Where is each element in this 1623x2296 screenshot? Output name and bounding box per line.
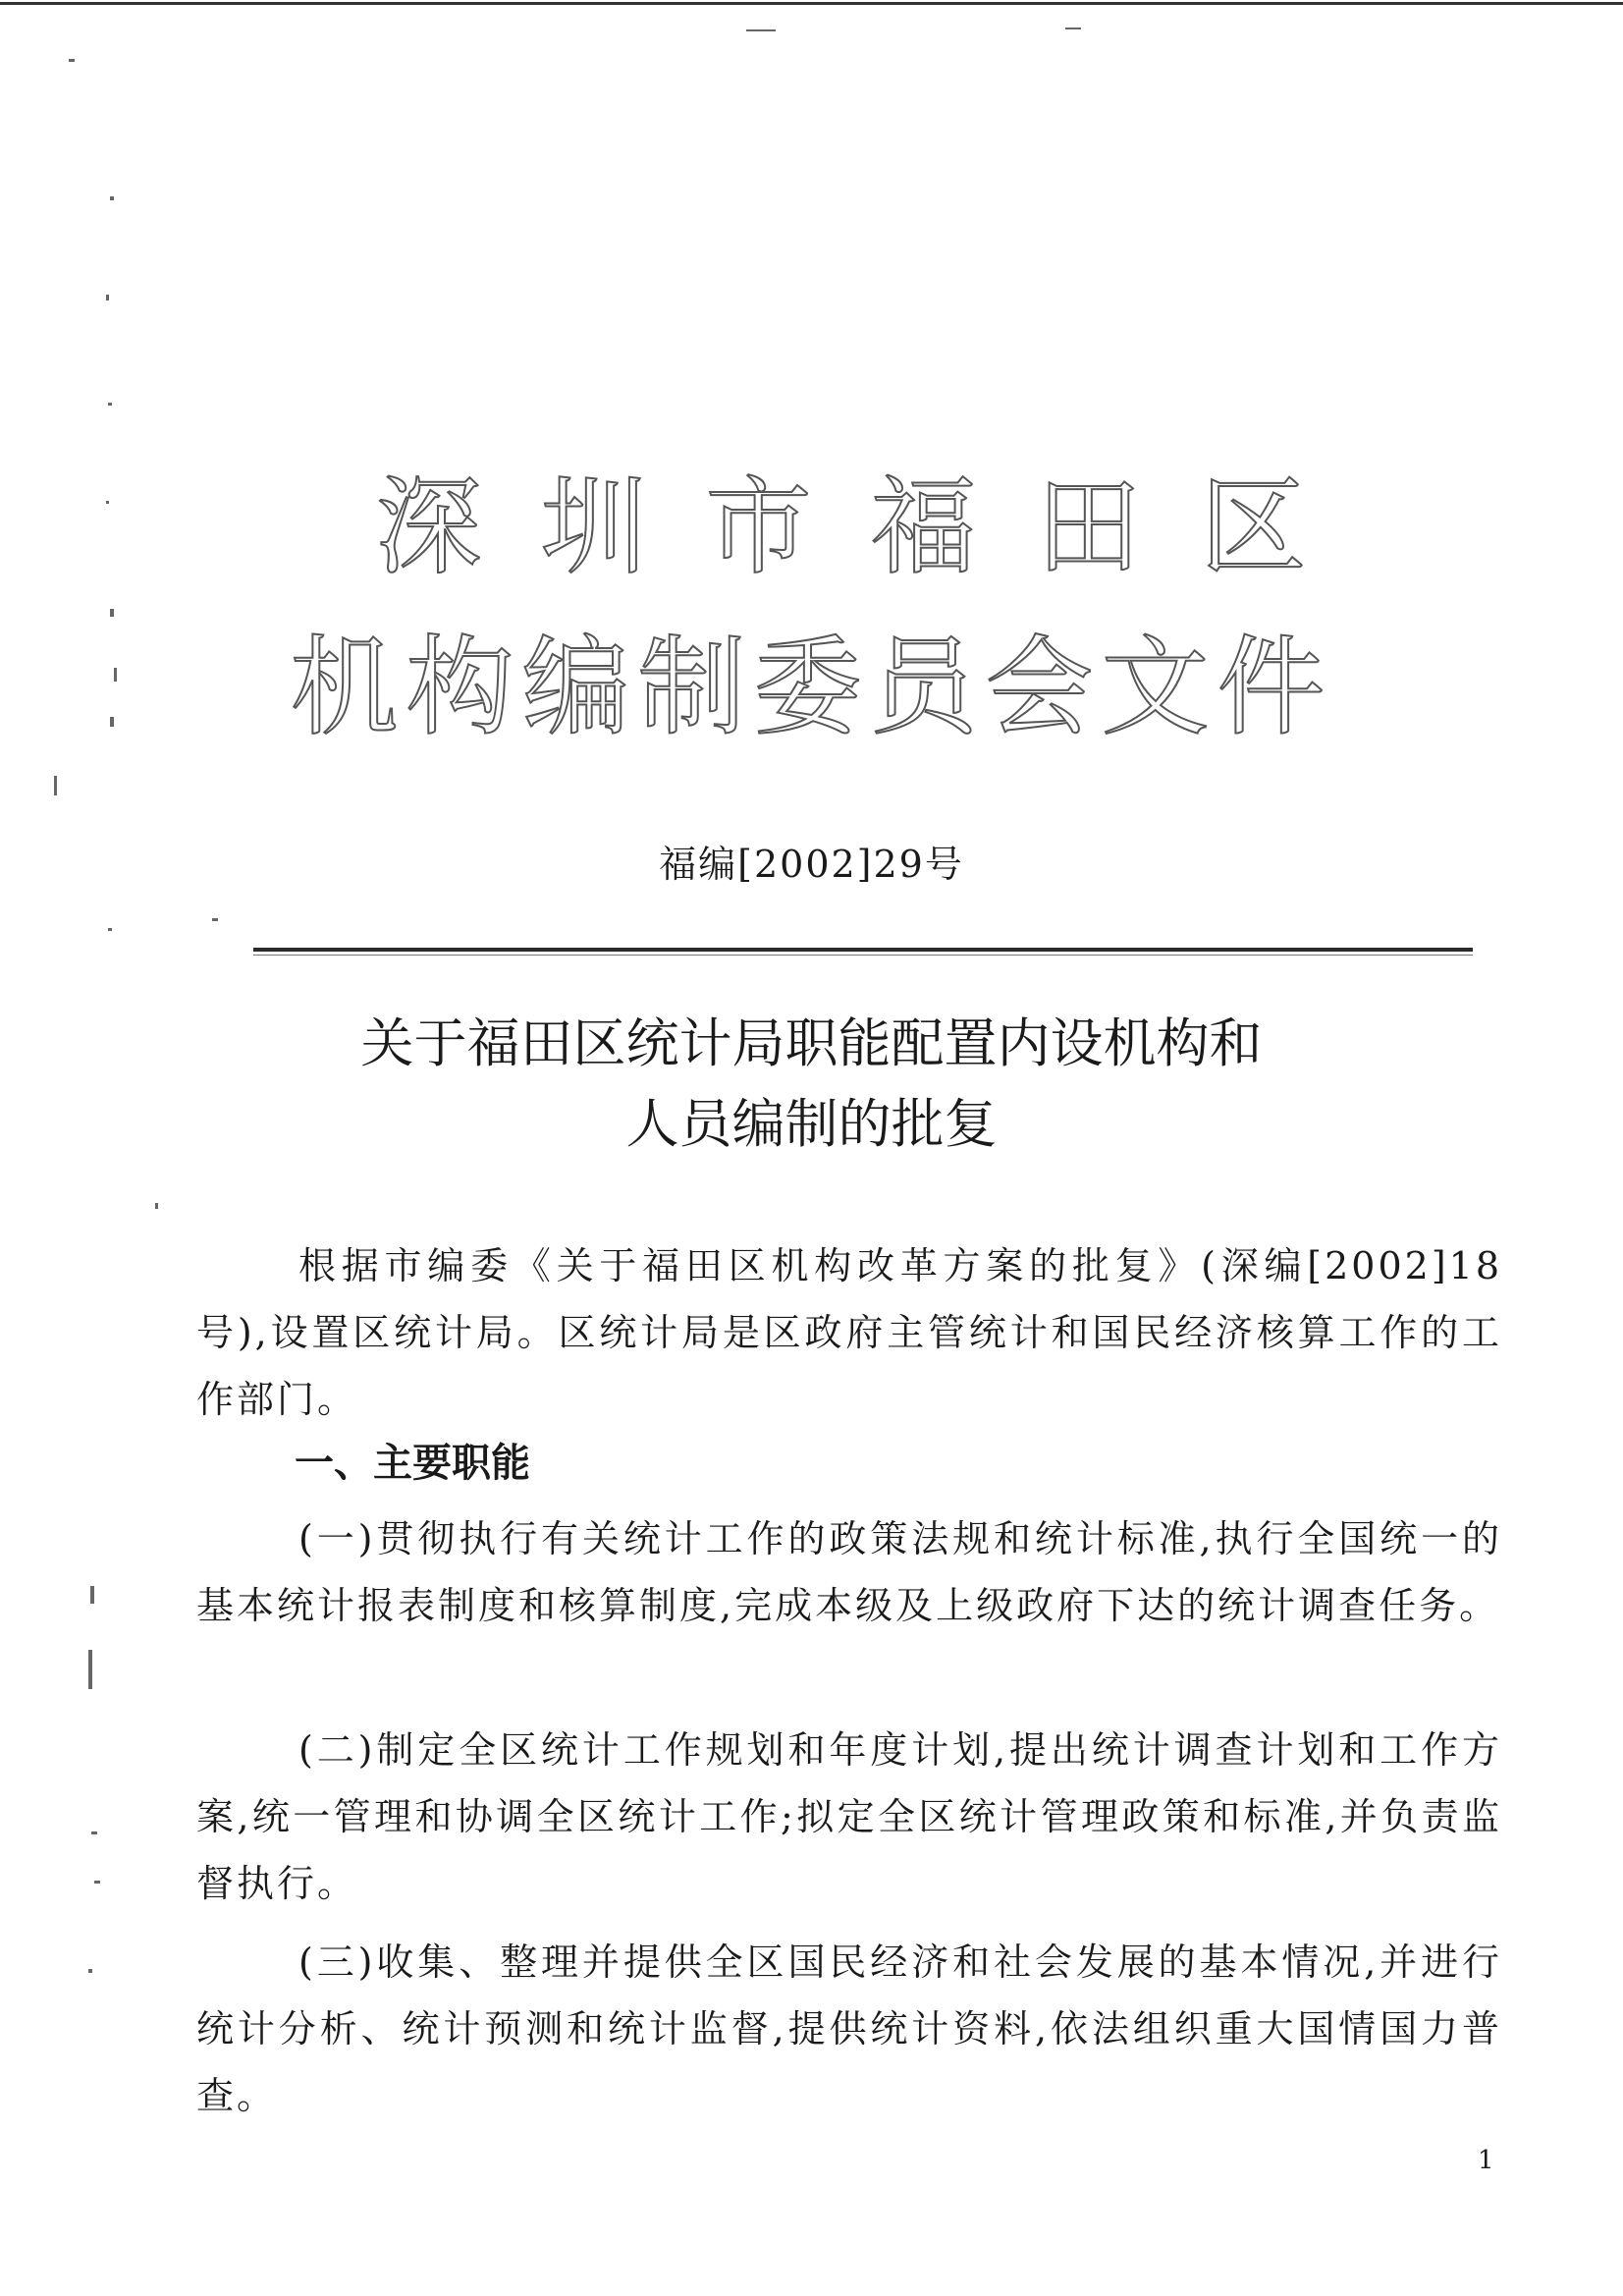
scan-speck [114,668,117,682]
function-paragraph-1: (一)贯彻执行有关统计工作的政策法规和统计标准,执行全国统一的基本统计报表制度和核算制度,完成本级及上级政府下达的统计调查任务。 [196,1517,1502,1627]
header-divider [253,948,1473,952]
scan-speck [108,403,112,406]
function-paragraph-2: (二)制定全区统计工作规划和年度计划,提出统计调查计划和工作方案,统一管理和协调全区统计工作;拟定全区统计管理政策和标准,并负责监督执行。 [196,1728,1502,1905]
scan-speck [212,918,218,921]
scan-speck [106,501,109,504]
scan-speck [106,295,109,301]
scan-speck [110,196,114,200]
document-number: 福编[2002]29号 [659,843,964,886]
scan-speck [110,717,114,727]
scan-speck [90,1586,94,1604]
letterhead-document-type: 机构编制委员会文件 [290,625,1333,750]
scan-speck [88,1969,92,1973]
section-heading: 一、主要职能 [295,1441,530,1486]
scan-speck [155,1203,158,1209]
scan-speck [54,776,57,795]
page-number: 1 [1478,2146,1494,2175]
scan-speck [69,59,75,62]
letterhead-issuer: 深圳市福田区 [375,466,1366,589]
scan-speck [746,29,776,31]
header-divider-thin [253,955,1473,956]
intro-paragraph: 根据市编委《关于福田区机构改革方案的批复》(深编[2002]18号),设置区统计局。区统计局是区政府主管统计和国民经济核算工作的工作部门。 [196,1244,1502,1421]
scan-speck [94,1881,100,1884]
function-paragraph-3: (三)收集、整理并提供全区国民经济和社会发展的基本情况,并进行统计分析、统计预测和统计监督,提供统计资料,依法组织重大国情国力普查。 [196,1941,1502,2117]
scan-speck [110,609,114,617]
document-title [0,1004,1623,1165]
scan-speck [88,1650,92,1689]
scan-speck [91,1831,97,1834]
scan-speck [1065,27,1081,29]
document-title-line1: 关于福田区统计局职能配置内设机构和 [360,1012,1263,1074]
document-title-line2: 人员编制的批复 [625,1093,998,1155]
top-border-rule [0,2,1623,5]
scan-speck [108,928,112,931]
